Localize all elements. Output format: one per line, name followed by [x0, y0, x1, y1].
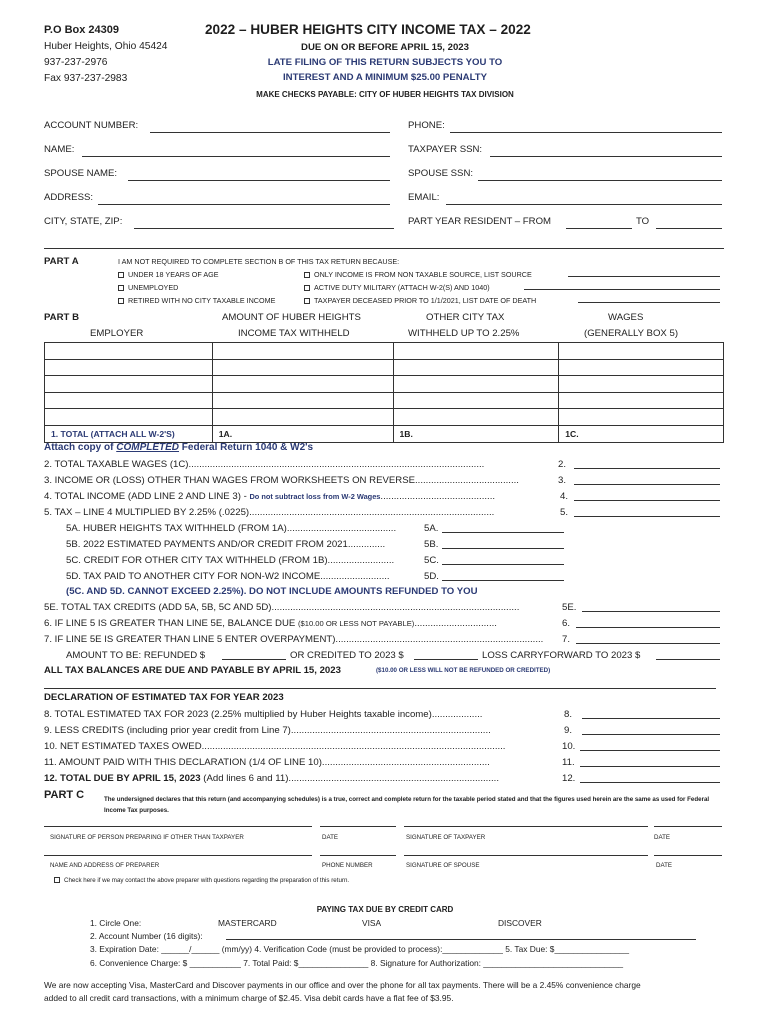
part-year-from-label: PART YEAR RESIDENT – FROM: [408, 216, 552, 227]
contact-label: Check here if we may contact the above preparer with questions regarding the preparation of this return.: [64, 877, 350, 884]
name-label: NAME:: [44, 144, 75, 155]
wages-header-2: (GENERALLY BOX 5): [584, 328, 679, 339]
option-label: TAXPAYER DECEASED PRIOR TO 1/1/2021, LIST DATE OF DEATH: [314, 296, 537, 305]
total-1a[interactable]: 1A.: [212, 425, 393, 442]
phone-label: PHONE:: [408, 120, 445, 131]
checkbox-icon[interactable]: [118, 272, 124, 278]
hh-withheld-cell[interactable]: [212, 392, 393, 409]
line-4-dots: ...........................................: [380, 491, 496, 502]
date-2-field[interactable]: [654, 817, 722, 827]
line-9-label: 9. LESS CREDITS (including prior year credit from Line 7)...........................................................................: [44, 725, 491, 736]
line-6-label: [44, 618, 560, 629]
option-label: ONLY INCOME IS FROM NON TAXABLE SOURCE, LIST SOURCE: [314, 270, 532, 279]
date-1-label: DATE: [322, 834, 339, 841]
line-6-number: 6.: [562, 618, 571, 629]
email-field[interactable]: [446, 191, 722, 205]
line-12-number: 12.: [562, 773, 576, 784]
line-4-field[interactable]: [574, 490, 720, 501]
part-a-option-non-taxable[interactable]: [304, 270, 532, 279]
line-5e-label: 5E. TOTAL TAX CREDITS (ADD 5A, 5B, 5C AND 5D).............................................................................................: [44, 602, 520, 613]
hh-withheld-cell[interactable]: [212, 409, 393, 426]
line-5-number: 5.: [560, 507, 569, 518]
line-5d-label: 5D. TAX PAID TO ANOTHER CITY FOR NON-W2 INCOME..........................: [66, 571, 390, 582]
part-year-from-field[interactable]: [566, 215, 632, 229]
line-10-field[interactable]: [580, 740, 720, 751]
line-7-field[interactable]: [576, 633, 720, 644]
line-10-number: 10.: [562, 741, 576, 752]
name-field[interactable]: [82, 143, 390, 157]
line-6-note: ($10.00 OR LESS NOT PAYABLE): [297, 619, 415, 628]
due-date-notice: DUE ON OR BEFORE APRIL 15, 2023: [301, 42, 469, 53]
spouse-name-label: SPOUSE NAME:: [44, 168, 118, 179]
date-3-field[interactable]: [654, 846, 722, 856]
line-5c-field[interactable]: [442, 554, 564, 565]
line-3-field[interactable]: [574, 474, 720, 485]
line-2-label: 2. TOTAL TAXABLE WAGES (1C)...............................................................................................................: [44, 459, 485, 470]
other-city-cell[interactable]: [393, 343, 559, 360]
table-row: [45, 392, 724, 409]
line-12-label: [44, 773, 562, 784]
table-row: [45, 409, 724, 426]
employer-cell[interactable]: [45, 376, 213, 393]
non-taxable-source-field[interactable]: [568, 268, 720, 277]
line-10-label: 10. NET ESTIMATED TAXES OWED..................................................................................................................: [44, 741, 506, 752]
line-5b-number: 5B.: [424, 539, 439, 550]
attach-completed: COMPLETED: [116, 442, 180, 453]
line-5e-number: 5E.: [562, 602, 577, 613]
checkbox-icon[interactable]: [118, 298, 124, 304]
account-number-cc-label: 2. Account Number (16 digits):: [90, 931, 203, 941]
line-5a-field[interactable]: [442, 522, 564, 533]
part-a-option-military[interactable]: [304, 283, 490, 292]
other-city-header-1: OTHER CITY TAX: [426, 312, 505, 323]
other-city-cell[interactable]: [393, 376, 559, 393]
line-12-field[interactable]: [580, 772, 720, 783]
employer-cell[interactable]: [45, 359, 213, 376]
date-3-label: DATE: [656, 862, 673, 869]
part-year-to-field[interactable]: [656, 215, 722, 229]
preparer-name-label: NAME AND ADDRESS OF PREPARER: [50, 862, 160, 869]
discover-option[interactable]: DISCOVER: [498, 918, 542, 928]
visa-option[interactable]: VISA: [362, 918, 382, 928]
credit-card-note-1: We are now accepting Visa, MasterCard and Discover payments in our office and over the phone for all tax payments. There will be a 2.45% convenience charge: [44, 980, 641, 990]
option-label: UNDER 18 YEARS OF AGE: [128, 270, 219, 279]
hh-withheld-cell[interactable]: [212, 343, 393, 360]
line-4-note: Do not subtract loss from W-2 Wages: [249, 492, 381, 501]
account-number-label: ACCOUNT NUMBER:: [44, 120, 139, 131]
checks-payable: MAKE CHECKS PAYABLE: CITY OF HUBER HEIGHTS TAX DIVISION: [256, 90, 514, 99]
line-6-text: 6. IF LINE 5 IS GREATER THAN LINE 5E, BALANCE DUE: [44, 618, 296, 629]
hh-withheld-cell[interactable]: [212, 376, 393, 393]
address-label: ADDRESS:: [44, 192, 94, 203]
line-5-field[interactable]: [574, 506, 720, 517]
checkbox-icon[interactable]: [54, 877, 60, 883]
spouse-ssn-label: SPOUSE SSN:: [408, 168, 474, 179]
line-8-number: 8.: [564, 709, 573, 720]
address-field[interactable]: [98, 191, 390, 205]
line-8-field[interactable]: [582, 708, 720, 719]
attach-post: Federal Return 1040 & W2's: [181, 442, 314, 453]
spouse-signature-label: SIGNATURE OF SPOUSE: [406, 862, 480, 869]
part-a-option-retired[interactable]: [118, 296, 275, 305]
line-5-credit-note: (5C. AND 5D. CANNOT EXCEED 2.25%). DO NOT INCLUDE AMOUNTS REFUNDED TO YOU: [66, 586, 478, 597]
option-label: ACTIVE DUTY MILITARY (ATTACH W-2(S) AND 1040): [314, 283, 490, 292]
estimated-title: DECLARATION OF ESTIMATED TAX FOR YEAR 2023: [44, 692, 284, 703]
other-city-cell[interactable]: [393, 359, 559, 376]
other-city-cell[interactable]: [393, 409, 559, 426]
spouse-name-field[interactable]: [128, 167, 390, 181]
line-9-number: 9.: [564, 725, 573, 736]
line-2-field[interactable]: [574, 458, 720, 469]
preparer-name-field[interactable]: [44, 846, 312, 856]
declaration-text: The undersigned declares that this return (and accompanying schedules) is a true, correct and complete return for the taxable period stated and that the figures used herein are the same as used for Federal Income Tax purposes.: [104, 796, 710, 814]
all-due-notice: ALL TAX BALANCES ARE DUE AND PAYABLE BY APRIL 15, 2023: [44, 665, 341, 676]
employer-table: [44, 342, 724, 443]
part-a-option-under18[interactable]: [118, 270, 219, 279]
taxpayer-ssn-label: TAXPAYER SSN:: [408, 144, 483, 155]
preparer-signature-field[interactable]: [44, 817, 312, 827]
employer-cell[interactable]: [45, 409, 213, 426]
taxpayer-signature-field[interactable]: [404, 817, 648, 827]
employer-cell[interactable]: [45, 343, 213, 360]
line-12-bold: 12. TOTAL DUE BY APRIL 15, 2023: [44, 773, 201, 784]
totals-row: [45, 425, 724, 442]
taxpayer-signature-label: SIGNATURE OF TAXPAYER: [406, 834, 486, 841]
all-due-note: ($10.00 OR LESS WILL NOT BE REFUNDED OR CREDITED): [376, 667, 551, 674]
line-9-field[interactable]: [582, 724, 720, 735]
date-1-field[interactable]: [320, 817, 396, 827]
phone-field[interactable]: [450, 119, 722, 133]
line-12-text: (Add lines 6 and 11)...............................................................................: [203, 773, 499, 784]
part-c-label: PART C: [44, 789, 85, 801]
circle-one-label: 1. Circle One:: [90, 918, 142, 928]
part-year-to-label: TO: [636, 216, 650, 227]
line-6-field[interactable]: [576, 617, 720, 628]
part-b-label: PART B: [44, 312, 79, 323]
page-title: 2022 – HUBER HEIGHTS CITY INCOME TAX – 2022: [205, 22, 531, 37]
checkbox-icon[interactable]: [304, 285, 310, 291]
loss-carryforward-label: LOSS CARRYFORWARD TO 2023 $: [482, 650, 641, 661]
hh-withheld-header-1: AMOUNT OF HUBER HEIGHTS: [222, 312, 361, 323]
contact-preparer-option[interactable]: [54, 877, 349, 884]
other-city-header-2: WITHHELD UP TO 2.25%: [408, 328, 520, 339]
line-7-label: 7. IF LINE 5E IS GREATER THAN LINE 5 ENTER OVERPAYMENT)..............................................................................: [44, 634, 544, 645]
total-1b[interactable]: 1B.: [393, 425, 559, 442]
line-5c-number: 5C.: [424, 555, 439, 566]
date-of-death-field[interactable]: [578, 294, 720, 303]
late-filing-notice-1: LATE FILING OF THIS RETURN SUBJECTS YOU TO: [267, 57, 503, 68]
po-box: P.O Box 24309: [44, 24, 120, 36]
city-state-zip-label: CITY, STATE, ZIP:: [44, 216, 123, 227]
line-5d-number: 5D.: [424, 571, 439, 582]
attach-notice: [44, 442, 313, 453]
part-a-label: PART A: [44, 256, 79, 267]
credited-label: OR CREDITED TO 2023 $: [290, 650, 404, 661]
checkbox-icon[interactable]: [304, 298, 310, 304]
line-2-number: 2.: [558, 459, 567, 470]
refund-field[interactable]: [222, 649, 286, 660]
wages-cell[interactable]: [559, 376, 724, 393]
hh-withheld-header-2: INCOME TAX WITHHELD: [238, 328, 350, 339]
credited-field[interactable]: [414, 649, 478, 660]
taxpayer-ssn-field[interactable]: [490, 143, 722, 157]
line-4-number: 4.: [560, 491, 569, 502]
wages-cell[interactable]: [559, 392, 724, 409]
line-8-label: 8. TOTAL ESTIMATED TAX FOR 2023 (2.25% multiplied by Huber Heights taxable income)...................: [44, 709, 483, 720]
table-row: [45, 376, 724, 393]
employer-header: EMPLOYER: [90, 328, 144, 339]
expiration-verification-row: 3. Expiration Date: ______/______ (mm/yy) 4. Verification Code (must be provided to process):_____________ 5. Tax Due: $________________: [90, 944, 629, 954]
option-label: RETIRED WITH NO CITY TAXABLE INCOME: [128, 296, 276, 305]
divider: [44, 688, 716, 689]
wages-header-1: WAGES: [608, 312, 644, 323]
other-city-cell[interactable]: [393, 392, 559, 409]
table-row: [45, 343, 724, 360]
date-2-label: DATE: [654, 834, 671, 841]
part-a-intro: I AM NOT REQUIRED TO COMPLETE SECTION B OF THIS TAX RETURN BECAUSE:: [118, 257, 400, 266]
line-11-label: 11. AMOUNT PAID WITH THIS DECLARATION (1/4 OF LINE 10)...............................................................: [44, 757, 490, 768]
part-a-option-deceased[interactable]: [304, 296, 536, 305]
line-6-dots: ...............................: [414, 618, 497, 629]
account-number-field[interactable]: [150, 119, 390, 133]
city-address: Huber Heights, Ohio 45424: [44, 41, 168, 52]
military-field[interactable]: [524, 281, 720, 290]
table-row: [45, 359, 724, 376]
preparer-phone-field[interactable]: [320, 846, 396, 856]
wages-cell[interactable]: [559, 359, 724, 376]
office-fax: Fax 937-237-2983: [44, 73, 128, 84]
line-4-text: 4. TOTAL INCOME (ADD LINE 2 AND LINE 3) -: [44, 491, 247, 502]
line-11-field[interactable]: [580, 756, 720, 767]
wages-cell[interactable]: [559, 343, 724, 360]
credit-card-note-2: added to all credit card transactions, with a minimum charge of $2.45. Visa debit cards have a flat fee of $3.95.: [44, 993, 454, 1003]
total-label: 1. TOTAL (ATTACH ALL W-2'S): [45, 425, 213, 442]
line-11-number: 11.: [562, 757, 575, 768]
line-5e-field[interactable]: [582, 601, 720, 612]
email-label: EMAIL:: [408, 192, 440, 203]
line-5b-label: 5B. 2022 ESTIMATED PAYMENTS AND/OR CREDIT FROM 2021..............: [66, 539, 386, 550]
checkbox-icon[interactable]: [304, 272, 310, 278]
wages-cell[interactable]: [559, 409, 724, 426]
line-7-number: 7.: [562, 634, 571, 645]
cc-account-field[interactable]: [226, 930, 696, 940]
divider: [44, 248, 724, 249]
line-5d-field[interactable]: [442, 570, 564, 581]
office-phone: 937-237-2976: [44, 57, 108, 68]
line-5a-label: 5A. HUBER HEIGHTS TAX WITHHELD (FROM 1A).........................................: [66, 523, 397, 534]
line-5c-label: 5C. CREDIT FOR OTHER CITY TAX WITHHELD (FROM 1B).........................: [66, 555, 395, 566]
refund-label: AMOUNT TO BE: REFUNDED $: [66, 650, 206, 661]
line-3-number: 3.: [558, 475, 567, 486]
line-5-label: 5. TAX – LINE 4 MULTIPLIED BY 2.25% (.0225)............................................................................................: [44, 507, 495, 518]
preparer-signature-label: SIGNATURE OF PERSON PREPARING IF OTHER THAN TAXPAYER: [50, 834, 244, 841]
part-a-option-unemployed[interactable]: [118, 283, 178, 292]
line-4-label: [44, 491, 558, 502]
convenience-total-row: 6. Convenience Charge: $ ___________ 7. Total Paid: $_______________ 8. Signature for Authorization: ______________________________: [90, 958, 624, 968]
line-5a-number: 5A.: [424, 523, 439, 534]
option-label: UNEMPLOYED: [128, 283, 179, 292]
employer-cell[interactable]: [45, 392, 213, 409]
phone-number-label: PHONE NUMBER: [322, 862, 373, 869]
credit-card-title: PAYING TAX DUE BY CREDIT CARD: [316, 905, 454, 914]
line-5b-field[interactable]: [442, 538, 564, 549]
spouse-signature-field[interactable]: [404, 846, 648, 856]
total-1c[interactable]: 1C.: [559, 425, 724, 442]
line-3-label: 3. INCOME OR (LOSS) OTHER THAN WAGES FROM WORKSHEETS ON REVERSE.......................................: [44, 475, 519, 486]
spouse-ssn-field[interactable]: [478, 167, 722, 181]
mastercard-option[interactable]: MASTERCARD: [218, 918, 277, 928]
loss-carryforward-field[interactable]: [656, 649, 720, 660]
late-filing-notice-2: INTEREST AND A MINIMUM $25.00 PENALTY: [283, 72, 487, 83]
attach-pre: Attach copy of: [44, 442, 114, 453]
hh-withheld-cell[interactable]: [212, 359, 393, 376]
city-state-zip-field[interactable]: [134, 215, 394, 229]
checkbox-icon[interactable]: [118, 285, 124, 291]
